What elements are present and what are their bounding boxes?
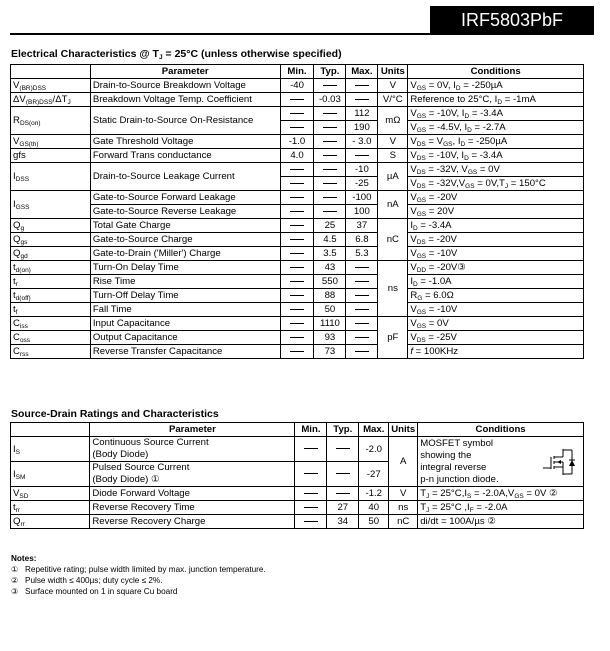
col-min: Min. [280,65,314,79]
symbol-cell: $V_{(BR)DSS}$ [11,79,91,93]
mosfet-note-cell [418,437,584,487]
max-cell: -100 [346,191,378,205]
min-cell [280,219,314,233]
min-cell [295,462,327,487]
parameter-cell: Fall Time [90,303,280,317]
max-cell: 40 [359,501,389,515]
symbol-cell: $t_r$ [11,275,91,289]
typ-cell: 27 [327,501,359,515]
conditions-cell: $V_{DS} = -25V$ [408,331,584,345]
units-cell: V [378,135,408,149]
min-cell [280,289,314,303]
min-cell: -1.0 [280,135,314,149]
notes-heading: Notes: [11,554,37,563]
units-cell: V [378,79,408,93]
conditions-cell: $T_J = 25^\circ C,I_S = -2.0A,V_{GS} = 0V$ ② [418,487,584,501]
table-row [11,163,584,177]
units-cell: V/°C [378,93,408,107]
max-cell: - 3.0 [346,135,378,149]
table-row [11,79,584,93]
min-cell [280,233,314,247]
typ-cell [327,462,359,487]
conditions-cell: $V_{DS} = V_{GS}$, $I_D = -250\mu A$ [408,135,584,149]
col-max: Max. [359,423,389,437]
typ-cell: 1110 [314,317,346,331]
typ-cell: 93 [314,331,346,345]
electrical-characteristics-title: Electrical Characteristics @ $T_J = 25^\circ C$ (unless otherwise specified) [11,48,342,61]
max-cell: -27 [359,462,389,487]
typ-cell: 88 [314,289,346,303]
col-conditions: Conditions [408,65,584,79]
units-cell: V [389,487,418,501]
parameter-cell: Turn-On Delay Time [90,261,280,275]
max-cell: 5.3 [346,247,378,261]
min-cell [280,275,314,289]
min-cell: -40 [280,79,314,93]
typ-cell: 4.5 [314,233,346,247]
table-row [11,233,584,247]
max-cell [346,303,378,317]
min-cell [280,107,314,121]
min-cell [295,501,327,515]
table-row [11,289,584,303]
source-drain-table [10,422,584,529]
max-cell: -1.2 [359,487,389,501]
conditions-cell: $I_D = -3.4A$ [408,219,584,233]
conditions-cell: $V_{GS} = -20V$ [408,191,584,205]
max-cell [346,149,378,163]
typ-cell: 550 [314,275,346,289]
parameter-cell: Pulsed Source Current (Body Diode) ① [90,462,295,487]
min-cell [280,177,314,191]
units-cell: nC [378,219,408,261]
table-row [11,275,584,289]
conditions-cell: $V_{GS} = 0V$ [408,317,584,331]
parameter-cell: Rise Time [90,275,280,289]
typ-cell [314,135,346,149]
min-cell [280,345,314,359]
units-cell: S [378,149,408,163]
note-item: ① Repetitive rating; pulse width limited by max. junction temperature. [11,565,266,574]
max-cell: 112 [346,107,378,121]
parameter-cell: Breakdown Voltage Temp. Coefficient [90,93,280,107]
min-cell [280,247,314,261]
col-typ: Typ. [327,423,359,437]
notes [11,553,266,597]
parameter-cell: Diode Forward Voltage [90,487,295,501]
symbol-cell: $V_{SD}$ [11,487,90,501]
conditions-cell: f = 100KHz [408,345,584,359]
max-cell: 100 [346,205,378,219]
max-cell: -2.0 [359,437,389,462]
col-typ: Typ. [314,65,346,79]
symbol-cell: $I_{SM}$ [11,462,90,487]
conditions-cell: $V_{GS} = -4.5V$, $I_D = -2.7A$ [408,121,584,135]
max-cell [346,317,378,331]
max-cell [346,261,378,275]
symbol-cell: $C_{oss}$ [11,331,91,345]
typ-cell [314,191,346,205]
min-cell [280,317,314,331]
part-number-banner [430,6,594,34]
conditions-cell: $V_{GS} = -10V$, $I_D = -3.4A$ [408,107,584,121]
parameter-cell: Gate Threshold Voltage [90,135,280,149]
conditions-cell: $V_{GS} = -10V$ [408,303,584,317]
note-item: ② Pulse width ≤ 400µs; duty cycle ≤ 2%. [11,576,163,585]
electrical-characteristics-table [10,64,584,359]
parameter-cell: Gate-to-Source Reverse Leakage [90,205,280,219]
table-row [11,501,584,515]
table-header-row [11,423,584,437]
max-cell: -25 [346,177,378,191]
conditions-cell: di/dt = 100A/µs ② [418,515,584,529]
typ-cell [314,177,346,191]
conditions-cell: $V_{DD}$ = -20V③ [408,261,584,275]
parameter-cell: Continuous Source Current (Body Diode) [90,437,295,462]
typ-cell [314,163,346,177]
units-cell: A [389,437,418,487]
min-cell [280,303,314,317]
symbol-cell: $\Delta V_{(BR)DSS}/\Delta T_J$ [11,93,91,107]
conditions-cell: $V_{DS} = -32V$, $V_{GS} = 0V$ [408,163,584,177]
col-parameter: Parameter [90,423,295,437]
conditions-cell: $T_J = 25^\circ C$ $,I_F = -2.0A$ [418,501,584,515]
symbol-cell: $t_f$ [11,303,91,317]
symbol-cell: $C_{iss}$ [11,317,91,331]
parameter-cell: Gate-to-Source Charge [90,233,280,247]
units-cell: mΩ [378,107,408,135]
min-cell [280,331,314,345]
units-cell: nA [378,191,408,219]
parameter-cell: Output Capacitance [90,331,280,345]
typ-cell: -0.03 [314,93,346,107]
parameter-cell: Reverse Recovery Charge [90,515,295,529]
units-cell: ns [378,261,408,317]
table-row [11,149,584,163]
max-cell: 50 [359,515,389,529]
max-cell: 190 [346,121,378,135]
symbol-cell: $Q_{rr}$ [11,515,90,529]
table-row [11,317,584,331]
symbol-cell: $Q_g$ [11,219,91,233]
symbol-cell: $Q_{gs}$ [11,233,91,247]
typ-cell [314,79,346,93]
table-row [11,135,584,149]
min-cell [295,437,327,462]
units-cell: nC [389,515,418,529]
max-cell [346,331,378,345]
mosfet-note: MOSFET symbol showing the integral reverse p-n junction diode. [420,437,499,485]
typ-cell: 43 [314,261,346,275]
max-cell: 37 [346,219,378,233]
table-row [11,205,584,219]
units-cell: pF [378,317,408,359]
table-row [11,487,584,501]
table-row [11,515,584,529]
conditions-cell: $V_{DS} = -32V,V_{GS} = 0V,T_J = 150^\circ C$ [408,177,584,191]
min-cell [280,93,314,107]
parameter-cell: Static Drain-to-Source On-Resistance [90,107,280,135]
col-units: Units [378,65,408,79]
col-min: Min. [295,423,327,437]
part-number: IRF5803PbF [460,10,564,30]
symbol-cell: $Q_{gd}$ [11,247,91,261]
typ-cell [327,437,359,462]
table-row [11,437,584,462]
typ-cell [314,107,346,121]
table-row [11,107,584,121]
min-cell [280,191,314,205]
max-cell: 6.8 [346,233,378,247]
typ-cell: 73 [314,345,346,359]
parameter-cell: Reverse Recovery Time [90,501,295,515]
typ-cell: 50 [314,303,346,317]
typ-cell: 25 [314,219,346,233]
table-row [11,191,584,205]
typ-cell [327,487,359,501]
symbol-cell: $I_{DSS}$ [11,163,91,191]
parameter-cell: Gate-to-Drain ('Miller') Charge [90,247,280,261]
col-max: Max. [346,65,378,79]
conditions-cell: $V_{GS} = 0V$, $I_D = -250\mu A$ [408,79,584,93]
parameter-cell: Input Capacitance [90,317,280,331]
source-drain-title: Source-Drain Ratings and Characteristics [11,408,219,420]
mosfet-symbol-icon [541,447,577,481]
symbol-cell: $t_{d(off)}$ [11,289,91,303]
symbol-cell: $V_{GS(th)}$ [11,135,91,149]
table-row [11,303,584,317]
conditions-cell: $V_{DS} = -10V$, $I_D = -3.4A$ [408,149,584,163]
max-cell: -10 [346,163,378,177]
table-row [11,93,584,107]
parameter-cell: Total Gate Charge [90,219,280,233]
col-conditions: Conditions [418,423,584,437]
note-item: ③ Surface mounted on 1 in square Cu board [11,587,178,596]
parameter-cell: Reverse Transfer Capacitance [90,345,280,359]
table-row [11,345,584,359]
symbol-cell: $t_{d(on)}$ [11,261,91,275]
symbol-cell: gfs [11,149,91,163]
max-cell [346,79,378,93]
min-cell [280,121,314,135]
min-cell [295,515,327,529]
table-row [11,219,584,233]
conditions-cell: $I_D = -1.0A$ [408,275,584,289]
symbol-cell: $I_S$ [11,437,90,462]
min-cell [280,163,314,177]
table-row [11,261,584,275]
table-header-row [11,65,584,79]
typ-cell [314,205,346,219]
parameter-cell: Forward Trans conductance [90,149,280,163]
parameter-cell: Turn-Off Delay Time [90,289,280,303]
parameter-cell: Drain-to-Source Breakdown Voltage [90,79,280,93]
symbol-cell: $I_{GSS}$ [11,191,91,219]
col-parameter: Parameter [90,65,280,79]
max-cell [346,275,378,289]
min-cell: 4.0 [280,149,314,163]
max-cell [346,93,378,107]
parameter-cell: Drain-to-Source Leakage Current [90,163,280,191]
typ-cell: 3.5 [314,247,346,261]
min-cell [280,205,314,219]
conditions-cell: $R_G = 6.0\Omega$ [408,289,584,303]
min-cell [295,487,327,501]
units-cell: ns [389,501,418,515]
table-row [11,247,584,261]
conditions-cell: $V_{DS} = -20V$ [408,233,584,247]
typ-cell: 34 [327,515,359,529]
conditions-cell: Reference to 25°C, $I_D = -1mA$ [408,93,584,107]
max-cell [346,289,378,303]
symbol-cell: $C_{rss}$ [11,345,91,359]
header-rule [10,33,594,35]
symbol-cell: $R_{DS(on)}$ [11,107,91,135]
parameter-cell: Gate-to-Source Forward Leakage [90,191,280,205]
symbol-cell: $t_{rr}$ [11,501,90,515]
max-cell [346,345,378,359]
conditions-cell: $V_{GS} = -10V$ [408,247,584,261]
conditions-cell: $V_{GS} = 20V$ [408,205,584,219]
table-row [11,331,584,345]
typ-cell [314,121,346,135]
col-units: Units [389,423,418,437]
min-cell [280,261,314,275]
typ-cell [314,149,346,163]
units-cell: µA [378,163,408,191]
